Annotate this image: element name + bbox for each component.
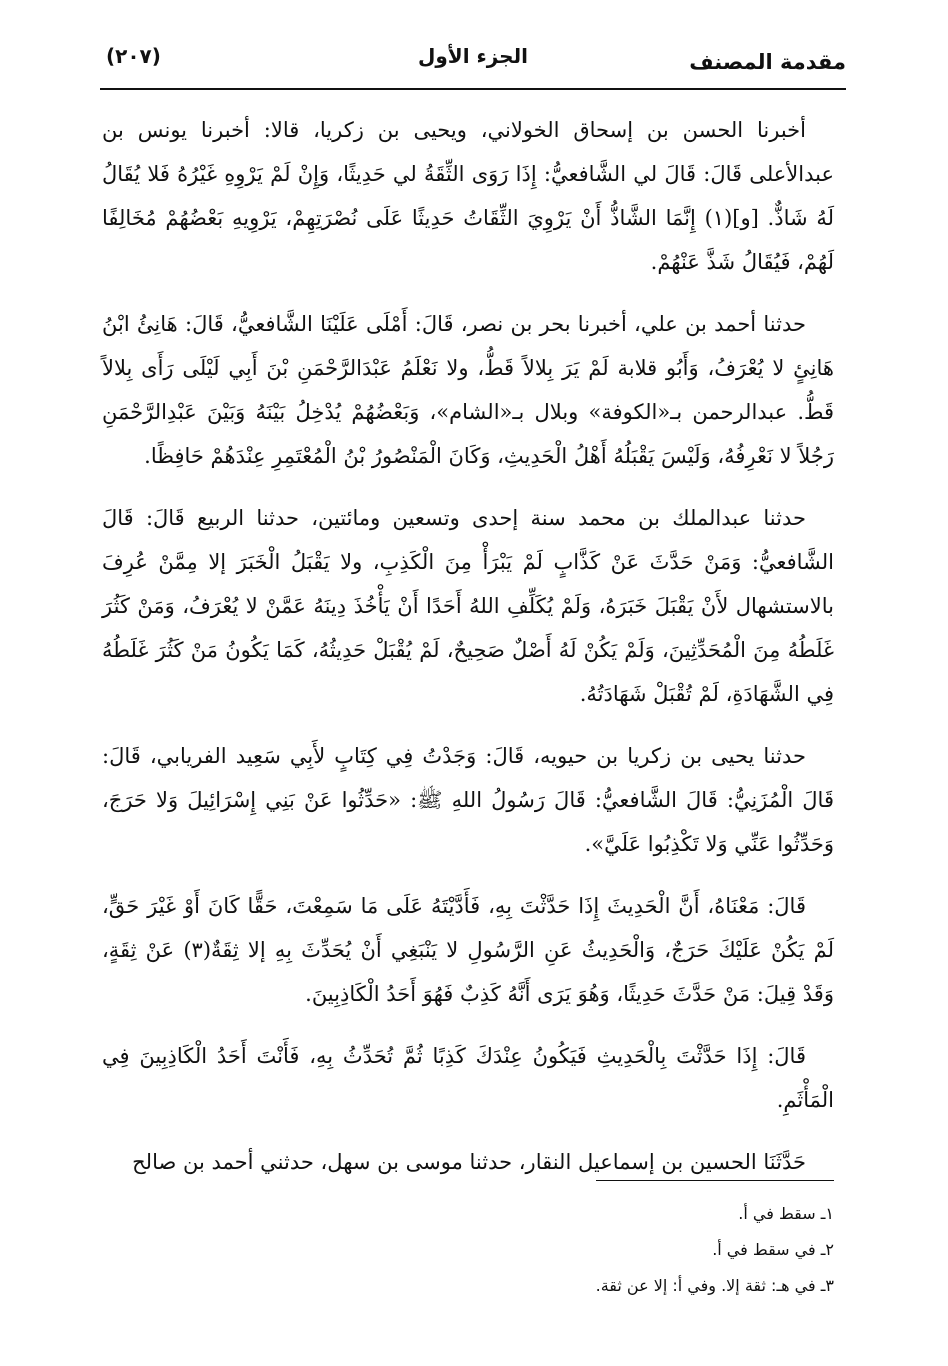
footnotes bbox=[102, 1196, 834, 1304]
paragraph: قَالَ: مَعْنَاهُ، أَنَّ الْحَدِيثَ إِذَا حَدَّثْتَ بِهِ، فَأَدَّيْتَهُ عَلَى مَا سَمِعْتَ، حَقًّا كَانَ أَوْ غَيْرَ حَقٍّ، لَمْ يَكُنْ عَلَيْكَ حَرَجٌ، وَالْحَدِيثُ عَنِ الرَّسُولِ لا يَنْبَغِي أَنْ يُحَدِّثَ بِهِ إلا ثِقَةٌ(٣) عَنْ ثِقَةٍ، وَقَدْ قِيلَ: مَنْ حَدَّثَ حَدِيثًا، وَهُوَ يَرَى أَنَّهُ كَذِبٌ فَهُوَ أَحَدُ الْكَاذِبِينَ. bbox=[102, 894, 834, 1006]
paragraph: حدثنا أحمد بن علي، أخبرنا بحر بن نصر، قَالَ: أَمْلَى عَلَيْنَا الشَّافعيُّ، قَالَ: هَانِئُ ابْنُ هَانِئٍ لا يُعْرَفُ، وَأَبُو قلابة لَمْ يَرَ بِلالاً قَطُّ، ولا نَعْلَمُ عَبْدَالرَّحْمَنِ بْنَ أَبِي لَيْلَى رَأَى بِلالاً قَطُّ. عبدالرحمن بـ«الكوفة» وبلال بـ«الشام»، وَبَعْضُهُمْ يُدْخِلُ بَيْنَهُ وَبَيْنَ عَبْدِالرَّحْمَنِ رَجُلاً لا نَعْرِفُهُ، وَلَيْسَ يَقْبَلُهُ أَهْلُ الْحَدِيثِ، وَكَانَ الْمَنْصُورُ بْنُ الْمُعْتَمِرِ عِنْدَهُمْ حَافِظًا. bbox=[102, 312, 834, 468]
footnote: ١ـ سقط في أ. bbox=[738, 1204, 834, 1223]
section-title: مقدمة المصنف bbox=[689, 50, 846, 74]
paragraph: حَدَّثَنَا الحسين بن إسماعيل النقار، حدثنا موسى بن سهل، حدثني أحمد بن صالح bbox=[132, 1150, 806, 1174]
paragraph: حدثنا عبدالملك بن محمد سنة إحدى وتسعين ومائتين، حدثنا الربيع قَالَ: قَالَ الشَّافعيُّ: وَمَنْ حَدَّثَ عَنْ كَذَّابٍ لَمْ يَبْرَأْ مِنَ الْكَذِبِ، ولا يَقْبَلُ الْخَبَرَ إلا مِمَّنْ عُرِفَ بالاستشهال لأَنْ يَقْبَلَ خَبَرَهُ، وَلَمْ يُكَلِّفِ اللهُ أَحَدًا أَنْ يَأْخُذَ دِينَهُ عَمَّنْ لا يُعْرَفُ، وَمَنْ كَثُرَ غَلَطُهُ مِنَ الْمُحَدِّثِينَ، وَلَمْ يَكُنْ لَهُ أَصْلٌ صَحِيحٌ، لَمْ يُقْبَلْ حَدِيثُهُ، كَمَا يَكُونُ مَنْ كَثُرَ غَلَطُهُ فِي الشَّهَادَةِ، لَمْ تُقْبَلْ شَهَادَتُهُ. bbox=[102, 506, 834, 706]
page-header bbox=[100, 40, 846, 90]
paragraph: أخبرنا الحسن بن إسحاق الخولاني، ويحيى بن زكريا، قالا: أخبرنا يونس بن عبدالأعلى قَالَ: قَالَ لي الشَّافعيُّ: إِذَا رَوَى الثِّقَةُ لي حَدِيثًا، وَإِنْ لَمْ يَرْوِهِ غَيْرُهُ فَلا يُقَالُ لَهُ شَاذٌّ. [و](١) إِنَّمَا الشَّاذُّ أَنْ يَرْوِيَ الثِّقَاتُ حَدِيثًا عَلَى نُصْرَتِهِمْ، يَرْوِيهِ بَعْضُهُمْ مُخَالِفًا لَهُمْ، فَيُقَالُ شَذَّ عَنْهُمْ. bbox=[102, 118, 834, 274]
page-number: (٢٠٧) bbox=[106, 44, 161, 68]
footnote: ٣ـ في هـ: ثقة إلا. وفي أ: إلا عن ثقة. bbox=[595, 1276, 834, 1295]
paragraph: قَالَ: إِذَا حَدَّثْتَ بِالْحَدِيثِ فَيَكُونُ عِنْدَكَ كَذِبًا ثُمَّ تُحَدِّثُ بِهِ، فَأَنْتَ أَحَدُ الْكَاذِبِينَ فِي الْمَأْثَمِ. bbox=[102, 1044, 834, 1112]
main-text bbox=[102, 108, 834, 1202]
volume-title: الجزء الأول bbox=[418, 44, 528, 68]
paragraph: حدثنا يحيى بن زكريا بن حيويه، قَالَ: وَجَدْتُ فِي كِتَابٍ لأَبِي سَعِيد الفريابي، قَالَ: قَالَ الْمُزَنِيُّ: قَالَ الشَّافعيُّ: قَالَ رَسُولُ اللهِ ﷺ: «حَدِّثُوا عَنْ بَنِي إِسْرَائِيلَ وَلا حَرَجَ، وَحَدِّثُوا عَنِّي وَلا تَكْذِبُوا عَلَيَّ». bbox=[102, 744, 834, 856]
footnote-divider bbox=[596, 1180, 834, 1181]
footnote: ٢ـ في سقط في أ. bbox=[712, 1240, 834, 1259]
